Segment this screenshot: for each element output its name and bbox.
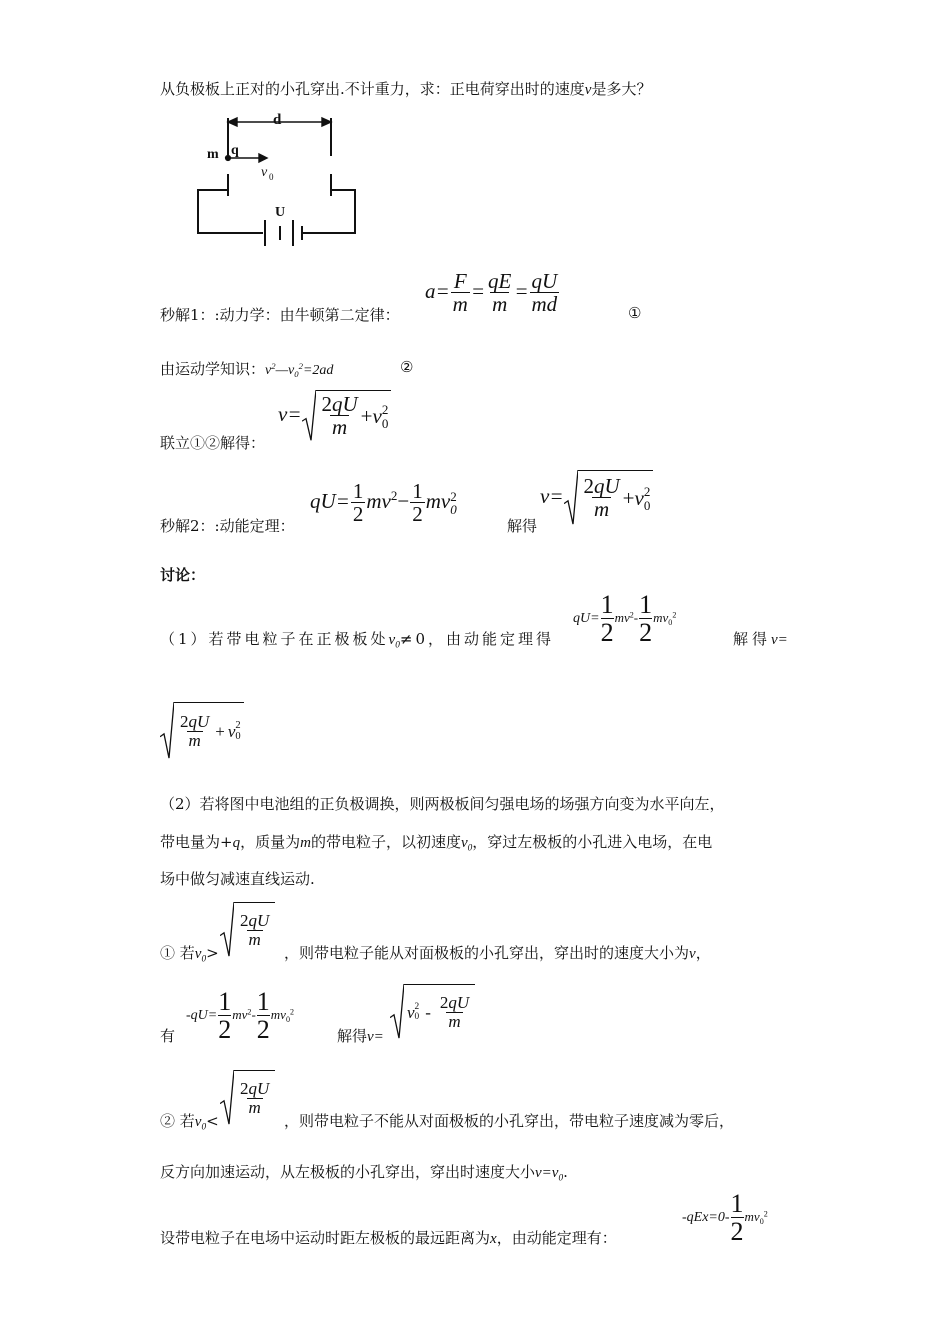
sub1-post: ，则带电粒子能从对面极板的小孔穿出，穿出时的速度大小为v，: [284, 944, 711, 962]
right-wire: [302, 190, 355, 233]
case2-line2: 带电量为+q，质量为m的带电粒子，以初速度$v_0$，穿过左极板的小孔进入电场，在电: [160, 833, 713, 854]
sub2-pre: ② 若$v_0<$: [160, 1112, 219, 1133]
sub1b-have: 有: [160, 1027, 176, 1045]
kinematics-line: 由运动学知识：$v^2—v_0^2=2ad$: [160, 360, 334, 380]
left-wire: [198, 190, 263, 233]
var-v: v: [584, 82, 592, 98]
sub1b-solve: 解得v=: [337, 1027, 384, 1045]
circle-one: ①: [628, 304, 642, 322]
charge-dot: [226, 156, 231, 161]
sol1-label: 秒解1：:动力学：由牛顿第二定律：: [160, 306, 400, 324]
case1-text: （1）若带电粒子在正极板处$v_0\ne 0$，由动能定理得: [160, 630, 554, 651]
combine-label: 联立①②解得：: [160, 434, 266, 452]
last-line: 设带电粒子在电场中运动时距左极板的最远距离为x，由动能定理有：: [160, 1229, 617, 1247]
intro-text: 从负极板上正对的小孔穿出.不计重力，求：正电荷穿出时的速度: [160, 80, 585, 98]
case2-line3: 场中做匀减速直线运动.: [160, 870, 315, 888]
dim-arrow-right: [322, 118, 331, 126]
label-q: q: [231, 143, 239, 158]
label-d: d: [273, 112, 282, 128]
label-v0-sub: 0: [269, 172, 274, 182]
newton-equation: a= $\frac{F}{m}$ = $\frac{qE}{m}$ = $\frac{qU}{md}$: [425, 269, 558, 317]
sub2-sqrt: $\frac{2qU}{m}$: [220, 1070, 275, 1126]
intro-text-end: 是多大？: [591, 80, 652, 98]
sub1-pre: ① 若$v_0>$: [160, 944, 219, 965]
sol2-label: 秒解2：:动能定理：: [160, 517, 295, 535]
case2-line1: （2）若将图中电池组的正负极调换，则两极板间匀强电场的场强方向变为水平向左，: [160, 795, 725, 813]
discussion-heading: 讨论：: [160, 566, 206, 584]
combine-result: v= $\frac{2qU}{m}$ + v 2 0: [278, 390, 391, 442]
label-U: U: [275, 205, 286, 220]
circuit-diagram: [195, 108, 365, 253]
last-equation: -qEx=0- $\frac{1}{2}$ $mv_0^2$: [682, 1189, 768, 1246]
circle-two: ②: [400, 358, 414, 376]
energy-equation: qU= $\frac{1}{2}$ $mv^2-$ $\frac{1}{2}$ mv 2 0: [310, 479, 457, 527]
case1-solve: 解得v=: [733, 630, 788, 648]
sub1b-equation: -qU= $\frac{1}{2}$ $mv^2-$ $\frac{1}{2}$ $mv_0^2$: [186, 987, 295, 1044]
sol2-solve: 解得: [507, 517, 538, 535]
label-v0: v: [261, 165, 268, 180]
case1-result: $\frac{2qU}{m}$ + v 2 0: [160, 702, 244, 760]
sub2b-line: 反方向加速运动，从左极板的小孔穿出，穿出时速度大小$v=v_0$.: [160, 1163, 568, 1184]
case1-equation: qU= $\frac{1}{2}$ $mv^2-$ $\frac{1}{2}$ $mv_0^2$: [573, 590, 677, 647]
label-m: m: [207, 147, 219, 162]
sub1b-result: v 2 0 - $\frac{2qU}{m}$: [390, 984, 475, 1040]
sub1-sqrt: $\frac{2qU}{m}$: [220, 902, 275, 958]
intro-line: [160, 78, 651, 99]
velocity-arrowhead: [259, 154, 267, 162]
sub2-post: ，则带电粒子不能从对面极板的小孔穿出，带电粒子速度减为零后，: [284, 1112, 735, 1130]
sol2-result: v= $\frac{2qU}{m}$ + v 2 0: [540, 470, 653, 526]
dim-arrow-left: [228, 118, 237, 126]
